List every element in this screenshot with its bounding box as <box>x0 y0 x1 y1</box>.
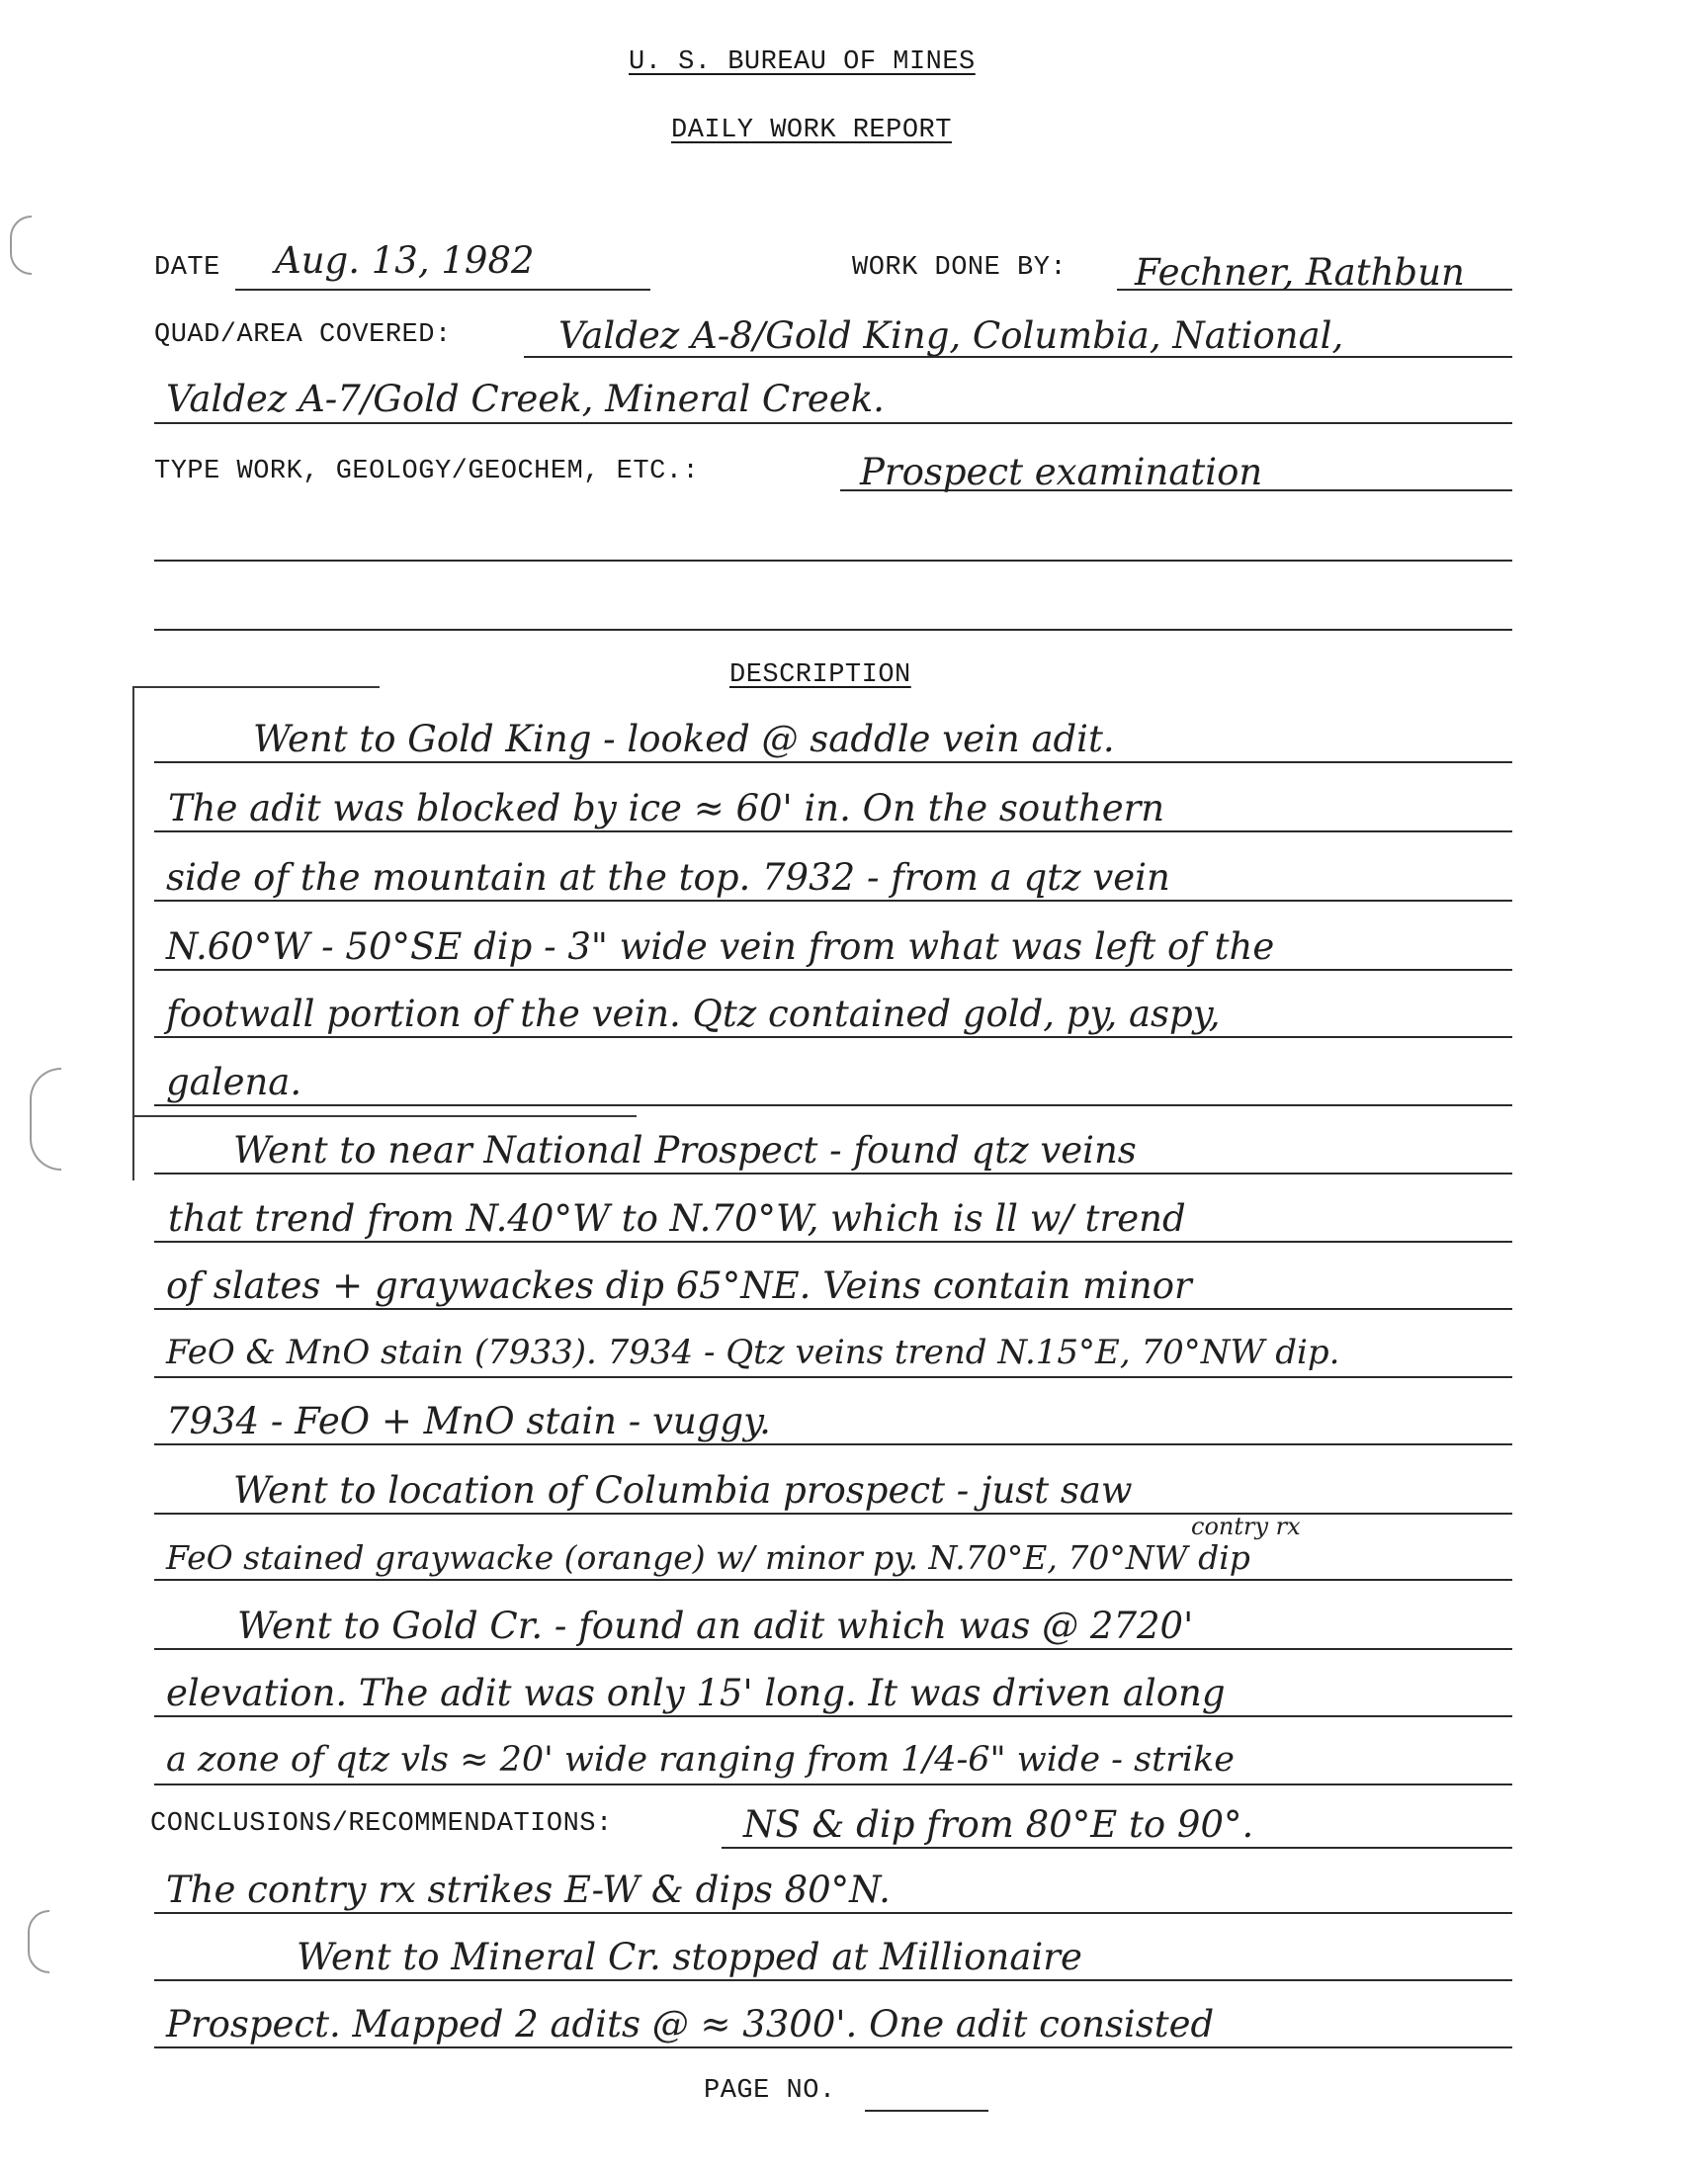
description-line: galena. <box>166 1061 302 1103</box>
ruled-line <box>154 1036 1512 1038</box>
ruled-line <box>154 1443 1512 1445</box>
ruled-line <box>154 1979 1512 1981</box>
description-line: Went to near National Prospect - found qtz veins <box>233 1129 1137 1172</box>
form-title: DAILY WORK REPORT <box>671 116 952 145</box>
interline-note: contry rx <box>1191 1513 1301 1540</box>
conclusions-line: Went to Mineral Cr. stopped at Millionaire <box>297 1936 1082 1978</box>
type-work-blank-line-3 <box>154 629 1512 631</box>
type-work-blank-line-2 <box>154 560 1512 562</box>
description-line: FeO stained graywacke (orange) w/ minor py. N.70°E, 70°NW dip <box>166 1538 1250 1577</box>
margin-bracket-top <box>132 686 380 688</box>
description-line: Went to Gold King - looked @ saddle vein adit. <box>253 718 1115 760</box>
date-value: Aug. 13, 1982 <box>275 239 535 282</box>
quad-area-label: QUAD/AREA COVERED: <box>154 320 452 350</box>
description-line: Went to location of Columbia prospect - just saw <box>233 1469 1133 1512</box>
description-line: that trend from N.40°W to N.70°W, which is ll w/ trend <box>168 1197 1186 1240</box>
ruled-line <box>154 900 1512 902</box>
work-done-by-value: Fechner, Rathbun <box>1135 251 1465 294</box>
ruled-line <box>154 1173 1512 1174</box>
description-line: side of the mountain at the top. 7932 - from a qtz vein <box>166 856 1170 899</box>
ruled-line <box>154 1648 1512 1650</box>
page-number-blank <box>865 2110 988 2112</box>
quad-area-value-1: Valdez A-8/Gold King, Columbia, National, <box>558 314 1344 357</box>
description-heading: DESCRIPTION <box>729 660 911 690</box>
type-work-value: Prospect examination <box>860 451 1263 493</box>
margin-bracket <box>132 686 134 1180</box>
description-line: N.60°W - 50°SE dip - 3" wide vein from what was left of the <box>166 925 1275 968</box>
ruled-line <box>154 2046 1512 2048</box>
ruled-line <box>154 1912 1512 1914</box>
page-number-label: PAGE NO. <box>704 2076 836 2106</box>
description-line: FeO & MnO stain (7933). 7934 - Qtz veins trend N.15°E, 70°NW dip. <box>166 1333 1340 1372</box>
conclusions-label: CONCLUSIONS/RECOMMENDATIONS: <box>150 1809 613 1839</box>
conclusions-first-line: NS & dip from 80°E to 90°. <box>743 1803 1254 1846</box>
ruled-line <box>154 1513 1512 1515</box>
agency-title: U. S. BUREAU OF MINES <box>629 47 976 77</box>
work-done-by-label: WORK DONE BY: <box>852 253 1068 283</box>
description-line: The adit was blocked by ice ≈ 60' in. On the southern <box>168 787 1165 829</box>
type-work-label: TYPE WORK, GEOLOGY/GEOCHEM, ETC.: <box>154 457 700 486</box>
conclusions-blank-line <box>722 1847 1512 1849</box>
description-line: 7934 - FeO + MnO stain - vuggy. <box>166 1400 771 1442</box>
date-blank-line <box>235 289 650 291</box>
ruled-line <box>154 761 1512 763</box>
ruled-line <box>154 1241 1512 1243</box>
ruled-line <box>154 830 1512 832</box>
ruled-line <box>154 1308 1512 1310</box>
punch-hole-mark <box>10 216 32 275</box>
quad-blank-line-2 <box>154 422 1512 424</box>
margin-bracket-bottom <box>132 1115 637 1117</box>
ruled-line <box>154 1784 1512 1785</box>
conclusions-line: The contry rx strikes E-W & dips 80°N. <box>166 1869 891 1911</box>
description-line: elevation. The adit was only 15' long. It was driven along <box>166 1672 1226 1714</box>
ruled-line <box>154 1579 1512 1581</box>
ruled-line <box>154 1715 1512 1717</box>
description-line: of slates + graywackes dip 65°NE. Veins contain minor <box>166 1264 1192 1307</box>
description-line: a zone of qtz vls ≈ 20' wide ranging from 1/4-6" wide - strike <box>166 1740 1236 1780</box>
ruled-line <box>154 1104 1512 1106</box>
punch-hole-mark <box>30 1068 61 1171</box>
conclusions-line: Prospect. Mapped 2 adits @ ≈ 3300'. One adit consisted <box>166 2003 1215 2045</box>
ruled-line <box>154 1376 1512 1378</box>
date-label: DATE <box>154 253 220 283</box>
punch-hole-mark <box>28 1910 49 1973</box>
description-line: footwall portion of the vein. Qtz contained gold, py, aspy, <box>166 993 1221 1035</box>
quad-area-value-2: Valdez A-7/Gold Creek, Mineral Creek. <box>166 378 885 420</box>
description-line: Went to Gold Cr. - found an adit which was @ 2720' <box>237 1605 1194 1647</box>
ruled-line <box>154 969 1512 971</box>
